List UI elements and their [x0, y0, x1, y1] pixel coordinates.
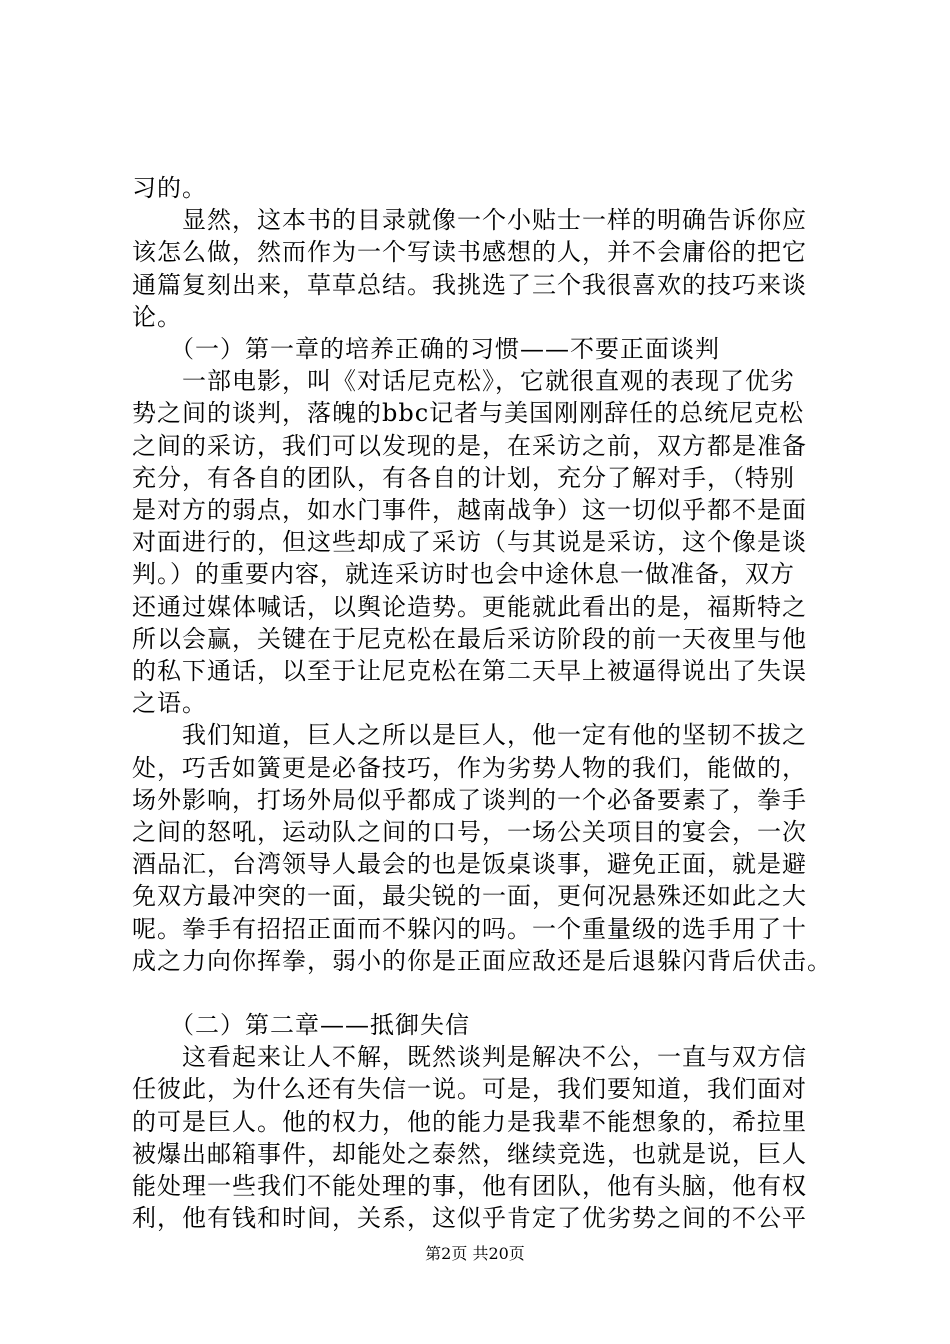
text-line: 任彼此，为什么还有失信一说。可是，我们要知道，我们面对	[132, 1075, 807, 1104]
text-line: 所以会赢，关键在于尼克松在最后采访阶段的前一天夜里与他	[132, 624, 807, 653]
text-line: 充分，有各自的团队，有各自的计划，充分了解对手，（特别	[132, 463, 795, 492]
text-line: 一部电影，叫《对话尼克松》，它就很直观的表现了优劣	[132, 367, 795, 396]
text-line: 还通过媒体喊话，以舆论造势。更能就此看出的是，福斯特之	[132, 592, 807, 621]
section-heading-1: （一）第一章的培养正确的习惯——不要正面谈判	[132, 335, 720, 364]
text-line: 判。）的重要内容，就连采访时也会中途休息一做准备，双方	[132, 560, 795, 589]
text-line: 这看起来让人不解，既然谈判是解决不公，一直与双方信	[132, 1043, 807, 1072]
text-line: 之语。	[132, 689, 207, 718]
text-line: 之间的怒吼，运动队之间的口号，一场公关项目的宴会，一次	[132, 818, 807, 847]
text-line: 势之间的谈判，落魄的bbc记者与美国刚刚辞任的总统尼克松	[132, 399, 805, 428]
text-line: 显然，这本书的目录就像一个小贴士一样的明确告诉你应	[132, 206, 807, 235]
page-number-footer: 第2页 共20页	[425, 1244, 525, 1263]
text-line: 对面进行的，但这些却成了采访（与其说是采访，这个像是谈	[132, 528, 807, 557]
text-line: 被爆出邮箱事件，却能处之泰然，继续竞选，也就是说，巨人	[132, 1139, 807, 1168]
text-line: 能处理一些我们不能处理的事，他有团队，他有头脑，他有权	[132, 1172, 807, 1201]
section-heading-2: （二）第二章——抵御失信	[132, 1011, 470, 1040]
text-line: 场外影响，打场外局似乎都成了谈判的一个必备要素了，拳手	[132, 785, 807, 814]
text-line: 的可是巨人。他的权力，他的能力是我辈不能想象的，希拉里	[132, 1107, 807, 1136]
text-line: 处，巧舌如簧更是必备技巧，作为劣势人物的我们，能做的，	[132, 753, 807, 782]
text-line: 我们知道，巨人之所以是巨人，他一定有他的坚韧不拔之	[132, 721, 807, 750]
text-line: 利，他有钱和时间，关系，这似乎肯定了优劣势之间的不公平	[132, 1204, 807, 1233]
text-line: 之间的采访，我们可以发现的是，在采访之前，双方都是准备	[132, 431, 807, 460]
text-line: 该怎么做，然而作为一个写读书感想的人，并不会庸俗的把它	[132, 238, 807, 267]
text-line: 呢。拳手有招招正面而不躲闪的吗。一个重量级的选手用了十	[132, 914, 807, 943]
blank-line	[132, 977, 852, 1009]
text-line: 免双方最冲突的一面，最尖锐的一面，更何况悬殊还如此之大	[132, 882, 807, 911]
text-line: 的私下通话，以至于让尼克松在第二天早上被逼得说出了失误	[132, 657, 807, 686]
text-line: 习的。	[132, 174, 207, 202]
text-line: 论。	[132, 302, 182, 331]
text-line: 通篇复刻出来，草草总结。我挑选了三个我很喜欢的技巧来谈	[132, 270, 807, 299]
text-line: 酒品汇，台湾领导人最会的也是饭桌谈事，避免正面，就是避	[132, 850, 807, 879]
text-line: 是对方的弱点，如水门事件，越南战争）这一切似乎都不是面	[132, 496, 807, 525]
text-line: 成之力向你挥拳，弱小的你是正面应敌还是后退躲闪背后伏击。	[132, 946, 832, 975]
document-body	[132, 172, 852, 1235]
